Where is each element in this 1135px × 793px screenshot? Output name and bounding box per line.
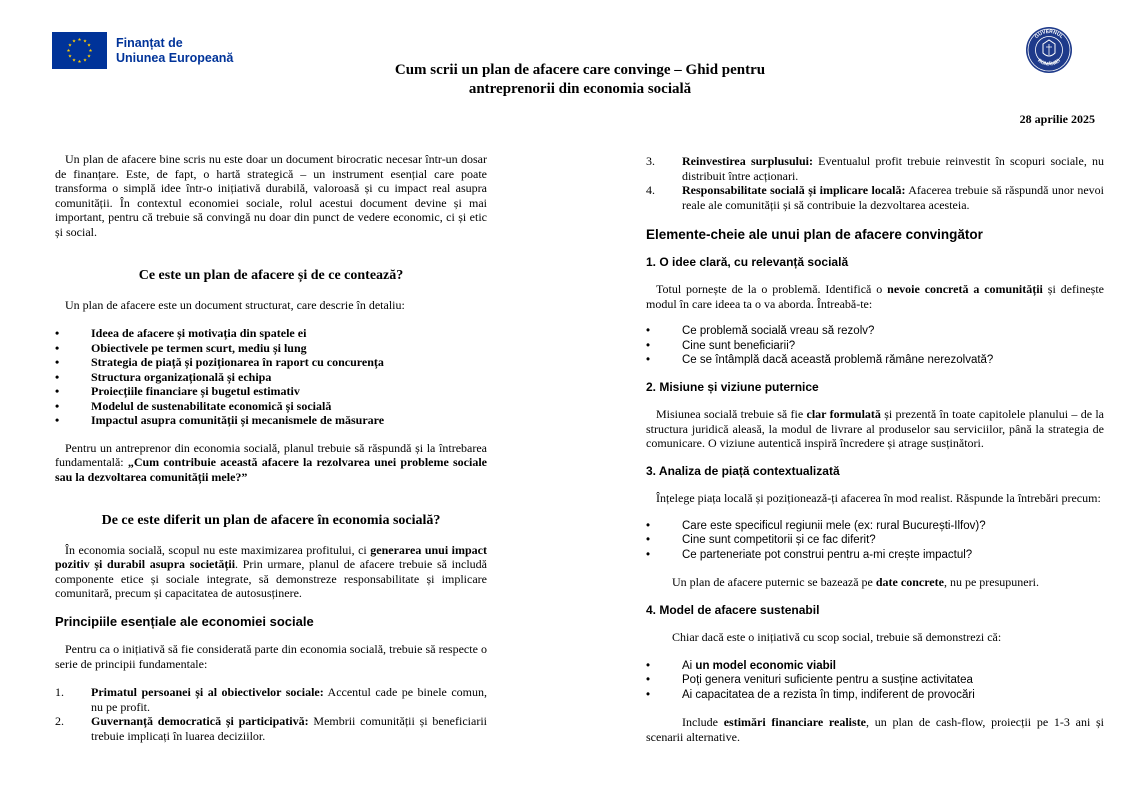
k3-questions-list bbox=[646, 519, 1104, 563]
principle-item bbox=[55, 685, 487, 714]
principle-title: Guvernanță democratică și participativă: bbox=[91, 714, 309, 728]
k1-questions-list bbox=[646, 324, 1104, 368]
plan-contents-list bbox=[55, 326, 487, 428]
list-item: • Cine sunt competitorii și ce fac diferit? bbox=[654, 533, 1104, 548]
k3-lead: Înțelege piața locală și poziționează-ți afacerea în mod realist. Răspunde la întrebări precum: bbox=[656, 491, 1101, 505]
k2-text-b: și prezentă în toate capitolele planului – de la structura juridică aleasă, la modul de livrare al produselor sau serviciilor, până la strategia de comunicare. O viziune autentică inspiră încredere și atrage susținători. bbox=[646, 407, 1104, 450]
principle-number: 4. bbox=[646, 183, 655, 197]
list-item bbox=[654, 659, 1104, 674]
section1-closing bbox=[55, 441, 487, 485]
eu-star-icon bbox=[68, 54, 71, 57]
title-line-2: antreprenorii din economia socială bbox=[468, 81, 692, 97]
principle-title: Reinvestirea surplusului: bbox=[682, 154, 813, 168]
list-item: • Strategia de piață și poziționarea în raport cu concurența bbox=[63, 355, 487, 370]
list-item: • Care este specificul regiunii mele (ex: rural București-Ilfov)? bbox=[654, 519, 1104, 534]
k2-text-bold: clar formulată bbox=[806, 407, 881, 421]
eu-funding-logo bbox=[52, 32, 233, 69]
section2-paragraph bbox=[55, 543, 487, 601]
k1-text-b: și definește modul în care ideea ta o va aborda. Întreabă-te: bbox=[646, 282, 1104, 311]
eu-logo-line1: Finanțat de bbox=[116, 35, 183, 50]
principles-list-left bbox=[55, 685, 487, 743]
svg-text:ROMÂNIEI: ROMÂNIEI bbox=[1036, 57, 1062, 68]
eu-star-icon bbox=[67, 49, 70, 52]
section1-lead: Un plan de afacere este un document structurat, care descrie în detaliu: bbox=[65, 297, 405, 312]
principle-title: Primatul persoanei și al obiectivelor sociale: bbox=[91, 685, 324, 699]
list-item: • Obiectivele pe termen scurt, mediu și lung bbox=[63, 341, 487, 356]
list-item: • Ai capacitatea de a rezista în timp, indiferent de provocări bbox=[654, 688, 1104, 703]
list-item: • Poți genera venituri suficiente pentru a susține activitatea bbox=[654, 673, 1104, 688]
list-item: • Cine sunt beneficiarii? bbox=[654, 339, 1104, 354]
k4-close-bold: estimări financiare realiste bbox=[723, 715, 867, 729]
section-heading-principles: Principiile esențiale ale economiei sociale bbox=[55, 613, 314, 629]
left-column bbox=[55, 152, 487, 743]
eu-star-icon bbox=[78, 38, 81, 41]
k4-closing bbox=[646, 715, 1104, 744]
list-item: • Ideea de afacere și motivația din spatele ei bbox=[63, 326, 487, 341]
s2-text-a: În economia socială, scopul nu este maximizarea profitului, ci bbox=[65, 542, 371, 557]
eu-star-icon bbox=[72, 58, 75, 61]
document-date: 28 aprilie 2025 bbox=[1019, 112, 1095, 126]
k3-close-b: , nu pe presupuneri. bbox=[943, 575, 1039, 589]
list-item: • Impactul asupra comunității și mecanismele de măsurare bbox=[63, 413, 487, 428]
intro-paragraph: Un plan de afacere bine scris nu este doar un document birocratic necesar într-un dosar de finanțare. Este, de fapt, o hartă strategică – un instrument esențial care poate transforma o simplă idee într-o inițiativă durabilă, valoroasă și cu impact real asupra comunității. În contextul economiei sociale, rolul acestui document devine și mai important, pentru că trebuie să convingă nu doar din punct de vedere economic, ci și etic și social. bbox=[55, 152, 487, 239]
eu-star-icon bbox=[83, 58, 86, 61]
list-item: • Modelul de sustenabilitate economică și socială bbox=[63, 399, 487, 414]
k2-paragraph bbox=[646, 407, 1104, 451]
eu-star-icon bbox=[87, 54, 90, 57]
principle-number: 2. bbox=[55, 714, 64, 728]
k1-text-bold: nevoie concretă a comunității bbox=[887, 282, 1043, 296]
principle-title: Responsabilitate socială și implicare locală: bbox=[682, 183, 906, 197]
principle-item bbox=[646, 183, 1105, 212]
principles-list-right bbox=[646, 154, 1104, 212]
k1-text-a: Totul pornește de la o problemă. Identifică o bbox=[656, 282, 888, 296]
principle-item bbox=[646, 154, 1105, 183]
section3-lead: Pentru ca o inițiativă să fie considerată parte din economia socială, trebuie să respecte o serie de principii fundamentale: bbox=[55, 642, 487, 671]
closing-text: Pentru un antreprenor din economia socială, planul trebuie să răspundă și la întrebarea fundamentală: bbox=[55, 440, 487, 469]
right-column bbox=[646, 154, 1104, 744]
k3-closing bbox=[646, 575, 1104, 590]
k2-heading: 2. Misiune și viziune puternice bbox=[646, 379, 819, 394]
eu-star-icon bbox=[68, 43, 71, 46]
eu-logo-line2: Uniunea Europeană bbox=[116, 50, 234, 65]
principle-text: Accentul cade pe binele comun, nu pe profit. bbox=[91, 685, 487, 714]
romanian-government-logo bbox=[1025, 26, 1073, 74]
k4-lead: Chiar dacă este o inițiativă cu scop social, trebuie să demonstrezi că: bbox=[672, 630, 1002, 644]
principle-item bbox=[55, 714, 487, 743]
title-line-1: Cum scrii un plan de afacere care convinge – Ghid pentru bbox=[394, 62, 766, 78]
k4-item1-bold: un model economic viabil bbox=[695, 659, 837, 672]
principle-text: Membrii comunității și beneficiarii trebuie implicați în luarea deciziilor. bbox=[91, 714, 487, 743]
list-item: • Ce se întâmplă dacă această problemă rămâne nerezolvată? bbox=[654, 353, 1104, 368]
s2-text-b: . Prin urmare, planul de afacere trebuie să includă componente etice și sociale integrate, să demonstreze responsabilitate și implicare comunitară, precum și capacitatea de autosusținere. bbox=[55, 557, 488, 600]
k3-heading: 3. Analiza de piață contextualizată bbox=[646, 463, 840, 478]
list-item: • Ce parteneriate pot construi pentru a-mi crește impactul? bbox=[654, 548, 1104, 563]
eu-star-icon bbox=[87, 43, 90, 46]
principle-number: 1. bbox=[55, 685, 64, 699]
k3-close-a: Un plan de afacere puternic se bazează pe bbox=[672, 575, 876, 589]
eu-star-icon bbox=[83, 39, 86, 42]
k4-close-b: , un plan de cash-flow, proiecții pe 1-3 ani și scenarii alternative. bbox=[646, 715, 1105, 744]
k1-heading: 1. O idee clară, cu relevanță socială bbox=[646, 254, 849, 269]
k1-paragraph bbox=[646, 282, 1104, 311]
eu-star-icon bbox=[78, 60, 81, 63]
principle-number: 3. bbox=[646, 154, 655, 168]
list-item: • Structura organizațională și echipa bbox=[63, 370, 487, 385]
s2-text-bold: generarea unui impact pozitiv și durabil asupra societății bbox=[55, 542, 487, 571]
k4-item1-a: Ai bbox=[682, 659, 696, 672]
section-heading-difference: De ce este diferit un plan de afacere în economia socială? bbox=[101, 513, 441, 528]
section-heading-what-is: Ce este un plan de afacere și de ce contează? bbox=[138, 268, 404, 283]
principle-text: Afacerea trebuie să răspundă unor nevoi reale ale comunității și să contribuie la dezvoltarea acesteia. bbox=[682, 183, 1105, 212]
list-item: • Proiecțiile financiare și bugetul estimativ bbox=[63, 384, 487, 399]
key-elements-heading: Elemente-cheie ale unui plan de afacere convingător bbox=[646, 227, 983, 242]
eu-star-icon bbox=[72, 39, 75, 42]
k2-text-a: Misiunea socială trebuie să fie bbox=[656, 407, 807, 421]
k4-heading: 4. Model de afacere sustenabil bbox=[646, 602, 820, 617]
eu-star-icon bbox=[89, 49, 92, 52]
document-title bbox=[330, 61, 830, 99]
closing-question: „Cum contribuie această afacere la rezolvarea unei probleme sociale sau la dezvoltarea comunității mele?” bbox=[55, 455, 487, 484]
svg-text:GUVERNUL: GUVERNUL bbox=[1033, 28, 1065, 40]
list-item: • Ce problemă socială vreau să rezolv? bbox=[654, 324, 1104, 339]
eu-flag-icon bbox=[52, 32, 107, 69]
principle-text: Eventualul profit trebuie reinvestit în scopuri sociale, nu distribuit între acționari. bbox=[682, 154, 1105, 183]
k4-close-a: Include bbox=[682, 715, 724, 729]
k4-requirements-list bbox=[646, 659, 1104, 703]
k3-close-bold: date concrete bbox=[875, 575, 944, 589]
